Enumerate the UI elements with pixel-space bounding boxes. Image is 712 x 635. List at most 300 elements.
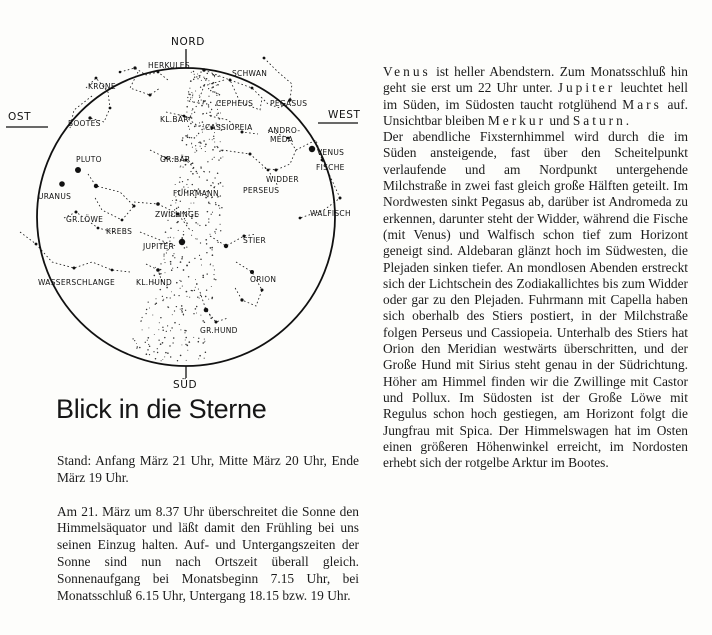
milky-way-dot — [214, 132, 215, 133]
milky-way-dot — [137, 346, 138, 347]
milky-way-dot — [132, 338, 133, 339]
milky-way-dot — [192, 110, 193, 111]
milky-way-dot — [187, 265, 188, 266]
milky-way-dot — [196, 238, 197, 239]
milky-way-dot — [213, 138, 214, 139]
milky-way-dot — [209, 83, 210, 84]
milky-way-dot — [164, 356, 165, 357]
milky-way-dot — [192, 184, 193, 185]
milky-way-dot — [214, 177, 215, 178]
milky-way-dot — [167, 352, 169, 354]
left-column — [57, 453, 359, 604]
milky-way-dot — [199, 176, 200, 177]
milky-way-dot — [205, 151, 206, 152]
milky-way-dot — [192, 230, 193, 231]
milky-way-dot — [201, 166, 202, 167]
milky-way-dot — [189, 262, 191, 264]
milky-way-dot — [200, 315, 201, 316]
milky-way-dot — [181, 140, 183, 142]
milky-way-dot — [189, 137, 190, 138]
milky-way-dot — [186, 184, 187, 185]
milky-way-dot — [180, 309, 181, 310]
milky-way-dot — [166, 331, 167, 332]
milky-way-dot — [201, 100, 202, 101]
label-gr-loewe: GR.LÖWE — [66, 215, 104, 224]
milky-way-dot — [170, 356, 171, 357]
milky-way-dot — [181, 311, 183, 313]
milky-way-dot — [193, 202, 194, 203]
label-widder: WIDDER — [266, 175, 299, 184]
label-orion: ORION — [250, 275, 277, 284]
planets-text-1: ist heller Abendstern. Zum Monatsschluß hin geht sie erst um 22 Uhr unter. — [383, 64, 688, 96]
milky-way-dot — [195, 222, 197, 224]
milky-way-dot — [198, 133, 199, 134]
milky-way-dot — [147, 337, 149, 339]
milky-way-dot — [213, 136, 214, 137]
milky-way-dot — [216, 85, 217, 86]
milky-way-dot — [176, 208, 178, 210]
page-title: Blick in die Sterne — [56, 394, 267, 424]
milky-way-dot — [221, 207, 222, 208]
milky-way-dot — [187, 136, 189, 138]
milky-way-dot — [218, 113, 219, 114]
milky-way-dot — [160, 317, 161, 318]
label-walfisch: WALFISCH — [310, 209, 351, 218]
milky-way-dot — [216, 115, 217, 116]
label-schwan: SCHWAN — [232, 69, 268, 78]
milky-way-dot — [182, 286, 183, 287]
milky-way-dot — [212, 149, 214, 151]
milky-way-dot — [201, 129, 203, 131]
milky-way-dot — [202, 121, 203, 122]
milky-way-dot — [189, 100, 191, 102]
milky-way-dot — [185, 310, 186, 311]
milky-way-dot — [217, 84, 219, 86]
milky-way-dot — [198, 102, 199, 103]
label-cassiopeia: CASSIOPEIA — [205, 123, 253, 132]
south-label: SÜD — [173, 379, 198, 391]
milky-way-dot — [139, 347, 141, 349]
milky-way-dot — [164, 262, 165, 263]
milky-way-dot — [214, 269, 215, 270]
label-pegasus: PEGASUS — [270, 99, 308, 108]
west-label: WEST — [328, 109, 361, 121]
star-chart — [0, 0, 370, 392]
milky-way-dot — [181, 310, 182, 311]
milky-way-dot — [186, 345, 188, 347]
milky-way-dot — [136, 343, 137, 344]
milky-way-dot — [206, 179, 208, 181]
milky-way-dot — [220, 230, 221, 231]
milky-way-dot — [190, 171, 191, 172]
milky-way-dot — [218, 205, 219, 206]
milky-way-dot — [197, 102, 198, 103]
milky-way-dot — [187, 100, 188, 101]
milky-way-dot — [217, 147, 218, 148]
label-pluto: PLUTO — [76, 155, 102, 164]
label-fuhrmann: FUHRMANN — [173, 189, 219, 198]
label-zwillinge: ZWILLINGE — [155, 210, 200, 219]
milky-way-dot — [179, 181, 180, 182]
milky-way-dot — [201, 80, 202, 81]
milky-way-dot — [219, 208, 220, 209]
milky-way-dot — [206, 113, 207, 114]
milky-way-dot — [196, 150, 197, 151]
milky-way-dot — [208, 104, 209, 105]
milky-way-dot — [217, 113, 218, 114]
milky-way-dot — [172, 200, 173, 201]
milky-way-dot — [160, 343, 162, 345]
milky-way-dot — [146, 309, 147, 310]
milky-way-dot — [180, 355, 182, 357]
milky-way-dot — [187, 179, 188, 180]
milky-way-dot — [177, 360, 178, 361]
intro-paragraph: Am 21. März um 8.37 Uhr überschreitet die Sonne den Himmelsäquator und läßt damit den Frühling bei uns seinen Einzug halten. Auf- und Untergangszeiten der Sonne sind nun nach Ortszeit überall gleich. Sonnenaufgang bei Monatsbeginn 7.15 Uhr, bei Monatsschluß 6.15 Uhr, Untergang 18.15 bzw. 19 Uhr. — [57, 503, 359, 603]
milky-way-dot — [177, 267, 178, 268]
milky-way-dot — [204, 341, 205, 342]
label-andromeda-1: ANDRO- — [268, 126, 301, 135]
label-wasserschlange: WASSERSCHLANGE — [38, 278, 116, 287]
milky-way-dot — [207, 273, 208, 274]
milky-way-dot — [196, 135, 197, 136]
milky-way-dot — [155, 358, 156, 359]
milky-way-dot — [180, 167, 181, 168]
milky-way-dot — [195, 238, 196, 239]
milky-way-dot — [218, 159, 219, 160]
milky-way-dot — [211, 247, 213, 249]
milky-way-dot — [200, 259, 202, 261]
milky-way-dot — [148, 327, 149, 328]
milky-way-dot — [175, 202, 176, 203]
milky-way-dot — [210, 90, 211, 91]
milky-way-dot — [173, 253, 174, 254]
milky-way-dot — [192, 173, 194, 175]
milky-way-dot — [193, 337, 194, 338]
venus-marker — [309, 146, 315, 152]
milky-way-dot — [173, 337, 175, 339]
milky-way-dot — [212, 91, 213, 92]
label-jupiter: JUPITER — [143, 242, 175, 251]
milky-way-dot — [186, 223, 187, 224]
milky-way-dot — [204, 321, 206, 323]
milky-way-dot — [180, 261, 182, 263]
milky-way-dot — [207, 73, 209, 75]
milky-way-dot — [202, 132, 203, 133]
milky-way-dot — [218, 183, 219, 184]
milky-way-dot — [187, 97, 188, 98]
label-stier: STIER — [243, 236, 267, 245]
milky-way-dot — [204, 171, 205, 172]
milky-way-dot — [166, 252, 167, 253]
milky-way-dot — [159, 322, 160, 323]
milky-way-dot — [174, 294, 175, 295]
milky-way-dot — [219, 94, 221, 96]
milky-way-dot — [188, 91, 189, 92]
milky-way-dot — [195, 149, 196, 150]
label-kl-hund: KL.HUND — [136, 278, 173, 287]
milky-way-dot — [214, 76, 215, 77]
label-andromeda-2: MEDA — [270, 135, 294, 144]
milky-way-dot — [191, 235, 192, 236]
milky-way-dot — [174, 322, 176, 324]
milky-way-dot — [215, 202, 216, 203]
milky-way-dot — [206, 252, 207, 253]
milky-way-dot — [154, 275, 156, 277]
milky-way-dot — [153, 351, 154, 352]
milky-way-dot — [166, 297, 167, 298]
milky-way-dot — [170, 261, 172, 263]
milky-way-dot — [196, 313, 197, 314]
milky-way-dot — [208, 106, 209, 107]
stand-paragraph: Stand: Anfang März 21 Uhr, Mitte März 20 Uhr, Ende März 19 Uhr. — [57, 453, 359, 485]
milky-way-dot — [206, 243, 207, 244]
label-krone: KRONE — [88, 82, 116, 91]
milky-way-dot — [160, 263, 161, 264]
milky-way-dot — [165, 231, 167, 233]
milky-way-dot — [202, 103, 203, 104]
right-column — [383, 64, 688, 471]
milky-way-dot — [200, 71, 201, 72]
planet-mars: Mars — [622, 96, 662, 112]
milky-way-dot — [183, 231, 184, 232]
milky-way-dot — [176, 306, 177, 307]
milky-way-dot — [179, 324, 180, 325]
milky-way-dot — [195, 308, 197, 310]
milky-way-dot — [201, 143, 202, 144]
milky-way-dot — [185, 340, 186, 341]
milky-way-dot — [148, 344, 149, 345]
milky-way-dot — [206, 103, 207, 104]
milky-way-dot — [191, 113, 192, 114]
milky-way-dot — [191, 137, 192, 138]
milky-way-dot — [206, 289, 207, 290]
milky-way-dot — [157, 348, 158, 349]
milky-way-dot — [213, 274, 214, 275]
milky-way-dot — [185, 135, 186, 136]
milky-way-dot — [214, 157, 215, 158]
milky-way-dot — [199, 122, 200, 123]
milky-way-dot — [192, 97, 193, 98]
milky-way-dot — [169, 345, 170, 346]
milky-way-dot — [214, 146, 216, 148]
milky-way-dot — [218, 76, 219, 77]
milky-way-dot — [164, 259, 165, 260]
milky-way-dot — [192, 147, 193, 148]
milky-way-dot — [203, 100, 205, 102]
milky-way-dot — [186, 247, 187, 248]
milky-way-dot — [212, 86, 214, 88]
milky-way-dot — [163, 253, 164, 254]
milky-way-dot — [181, 237, 183, 239]
milky-way-dot — [179, 280, 180, 281]
milky-way-dot — [198, 289, 199, 290]
milky-way-dot — [177, 221, 179, 223]
milky-way-dot — [210, 102, 212, 104]
milky-way-dot — [189, 129, 190, 130]
milky-way-dot — [192, 108, 194, 110]
milky-way-dot — [204, 358, 205, 359]
milky-way-dot — [181, 344, 182, 345]
milky-way-dot — [180, 201, 181, 202]
milky-way-dot — [171, 327, 172, 328]
milky-way-dot — [162, 296, 163, 297]
milky-way-dot — [192, 95, 193, 96]
milky-way-dot — [200, 242, 201, 243]
milky-way-dot — [187, 296, 188, 297]
milky-way-dot — [161, 360, 162, 361]
milky-way-dot — [147, 340, 148, 341]
milky-way-dot — [207, 211, 209, 213]
milky-way-dot — [185, 164, 187, 166]
milky-way-dot — [220, 157, 221, 158]
milky-way-dot — [188, 126, 189, 127]
milky-way-dot — [220, 141, 221, 142]
milky-way-dot — [203, 77, 204, 78]
milky-way-dot — [186, 360, 187, 361]
milky-way-dot — [205, 146, 206, 147]
north-label: NORD — [171, 36, 205, 48]
milky-way-dot — [217, 93, 218, 94]
milky-way-dot — [162, 300, 163, 301]
milky-way-dot — [136, 348, 137, 349]
milky-way-dot — [205, 239, 207, 241]
planets-paragraph — [383, 64, 688, 129]
planets-text-3: auf. Unsichtbar bleiben — [383, 96, 688, 128]
milky-way-dot — [205, 296, 207, 298]
milky-way-dot — [162, 329, 163, 330]
milky-way-dot — [211, 214, 212, 215]
jupiter-marker — [179, 239, 185, 245]
milky-way-dot — [149, 308, 150, 309]
milky-way-dot — [172, 268, 173, 269]
milky-way-dot — [181, 258, 183, 260]
milky-way-dot — [162, 359, 163, 360]
milky-way-dot — [191, 92, 192, 93]
milky-way-dot — [205, 79, 206, 80]
milky-way-dot — [220, 195, 221, 196]
milky-way-dot — [219, 214, 221, 216]
milky-way-dot — [194, 112, 195, 113]
milky-way-dot — [187, 350, 188, 351]
milky-way-dot — [170, 227, 172, 229]
milky-way-dot — [211, 249, 212, 250]
milky-way-dot — [186, 106, 188, 108]
milky-way-dot — [203, 140, 204, 141]
milky-way-dot — [199, 77, 200, 78]
pluto-marker — [75, 167, 81, 173]
milky-way-dot — [193, 101, 195, 103]
milky-way-dot — [155, 267, 156, 268]
milky-way-dot — [194, 152, 195, 153]
label-venus: VENUS — [317, 148, 345, 157]
milky-way-dot — [198, 142, 199, 143]
planets-text-2: leuchtet hell im Süden, im Südosten taucht rotglühend — [383, 80, 688, 112]
label-gr-baer: GR.BÄR — [160, 155, 191, 164]
milky-way-dot — [190, 99, 191, 100]
milky-way-dot — [189, 94, 191, 96]
milky-way-dot — [167, 325, 168, 326]
milky-way-dot — [193, 71, 194, 72]
milky-way-dot — [200, 75, 201, 76]
milky-way-dot — [149, 346, 151, 348]
milky-way-dot — [191, 117, 193, 119]
milky-way-dot — [205, 225, 207, 227]
milky-way-dot — [148, 301, 149, 302]
milky-way-dot — [210, 247, 212, 249]
milky-way-dot — [210, 315, 211, 316]
milky-way-dot — [152, 315, 153, 316]
milky-way-dot — [207, 161, 208, 162]
milky-way-dot — [142, 317, 143, 318]
milky-way-dot — [160, 273, 161, 274]
milky-way-dot — [185, 330, 186, 331]
milky-way-dot — [217, 242, 218, 243]
milky-way-dot — [188, 187, 189, 188]
label-bootes: BOOTES — [68, 119, 101, 128]
milky-way-dot — [184, 247, 186, 249]
milky-way-dot — [179, 177, 180, 178]
milky-way-dot — [204, 84, 205, 85]
milky-way-dot — [209, 139, 210, 140]
milky-way-dot — [215, 229, 216, 230]
east-label: OST — [8, 111, 32, 123]
planets-text-4: und — [546, 112, 573, 128]
uranus-marker — [59, 181, 65, 187]
milky-way-dot — [202, 276, 204, 278]
milky-way-dot — [197, 78, 198, 79]
milky-way-dot — [204, 100, 206, 102]
milky-way-dot — [185, 337, 187, 339]
milky-way-dot — [209, 171, 210, 172]
milky-way-dot — [205, 144, 207, 146]
planet-venus: Venus — [383, 64, 431, 79]
milky-way-dot — [202, 342, 204, 344]
label-perseus: PERSEUS — [243, 186, 280, 195]
milky-way-dot — [149, 354, 150, 355]
milky-way-dot — [158, 329, 159, 330]
milky-way-dot — [165, 352, 167, 354]
milky-way-dot — [160, 269, 161, 270]
label-kl-baer: KL.BÄR — [160, 115, 189, 124]
milky-way-dot — [191, 203, 192, 204]
milky-way-dot — [178, 207, 179, 208]
milky-way-dot — [220, 182, 222, 184]
milky-way-dot — [200, 142, 201, 143]
milky-way-dot — [199, 298, 200, 299]
milky-way-dot — [187, 134, 188, 135]
milky-way-dot — [172, 314, 173, 315]
milky-way-dot — [199, 225, 200, 226]
milky-way-dot — [175, 199, 177, 201]
milky-way-dot — [154, 334, 155, 335]
milky-way-dot — [183, 269, 185, 271]
milky-way-dot — [210, 203, 211, 204]
milky-way-dot — [222, 186, 223, 187]
milky-way-dot — [183, 167, 184, 168]
milky-way-dot — [174, 257, 175, 258]
milky-way-dot — [170, 205, 171, 206]
milky-way-dot — [175, 184, 176, 185]
milky-way-dot — [162, 342, 164, 344]
milky-way-dot — [180, 329, 181, 330]
milky-way-dot — [170, 330, 171, 331]
milky-way-dot — [185, 344, 186, 345]
milky-way-dot — [146, 353, 148, 355]
milky-way-dot — [220, 113, 221, 114]
milky-way-dot — [172, 255, 174, 257]
milky-way-dot — [170, 237, 171, 238]
milky-way-dot — [145, 313, 146, 314]
